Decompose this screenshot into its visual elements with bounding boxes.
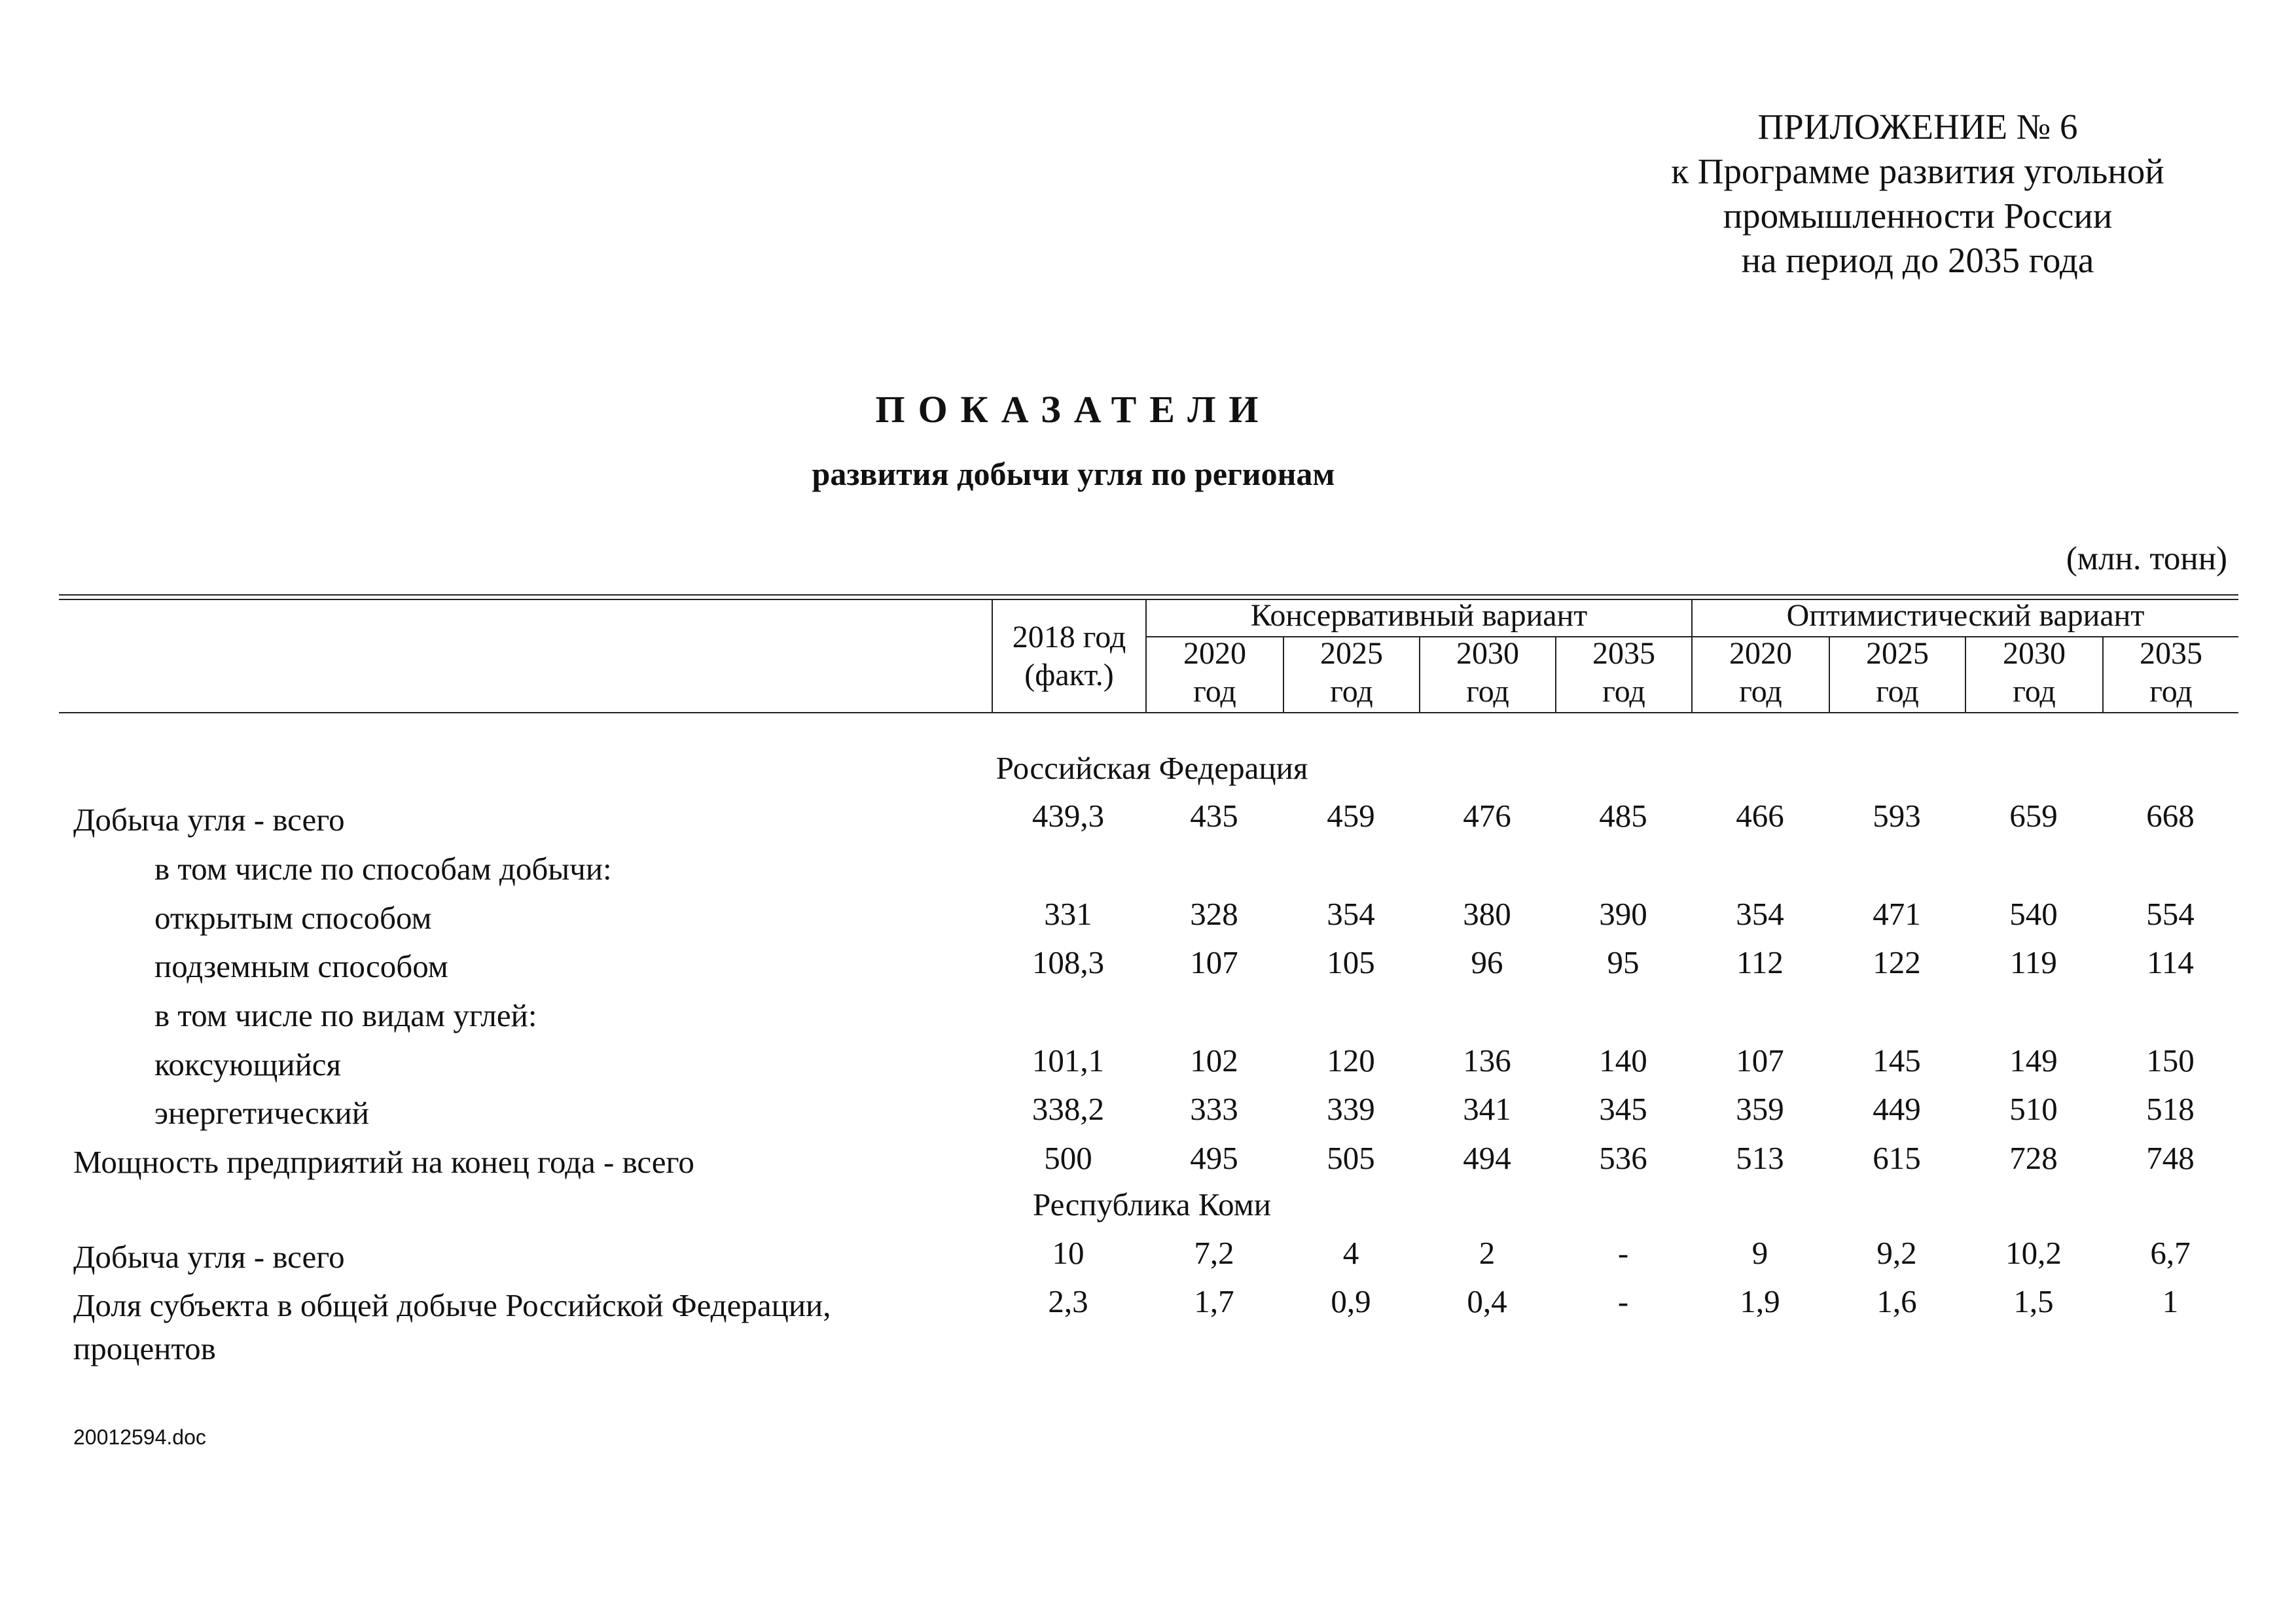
document-title: ПОКАЗАТЕЛИ — [875, 388, 1272, 431]
header-year-word: год — [2013, 674, 2056, 709]
annex-line-3: на период до 2035 года — [1741, 240, 2094, 280]
header-base-year — [993, 618, 1145, 694]
header-conservative: Консервативный вариант — [1250, 598, 1588, 633]
header-year-value: 2030 — [1456, 636, 1519, 671]
table-cell: 435 — [1190, 798, 1238, 834]
table-cell: 1,6 — [1876, 1283, 1917, 1319]
table-cell: 668 — [2146, 798, 2195, 834]
section-heading: Республика Коми — [1033, 1186, 1271, 1222]
table-cell: 471 — [1873, 896, 1921, 932]
table-cell: 728 — [2009, 1140, 2058, 1176]
header-year-word: год — [1739, 674, 1782, 709]
header-year-word: год — [2149, 674, 2193, 709]
row-label — [73, 798, 345, 842]
table-cell: 145 — [1873, 1043, 1921, 1079]
annex-line-1: к Программе развития угольной — [1671, 151, 2164, 191]
table-cell: 338,2 — [1031, 1091, 1105, 1127]
header-base-year-label: 2018 год — [1012, 620, 1126, 654]
table-cell: 149 — [2009, 1043, 2058, 1079]
table-cell: 354 — [1736, 896, 1784, 932]
document-subtitle: развития добычи угля по регионам — [812, 455, 1335, 492]
table-cell: 2 — [1479, 1235, 1496, 1271]
row-label — [154, 1043, 341, 1086]
table-cell: 518 — [2146, 1091, 2195, 1127]
table-cell: 105 — [1327, 944, 1375, 980]
table-cell: 593 — [1873, 798, 1921, 834]
table-cell: 510 — [2009, 1091, 2058, 1127]
table-cell: 1,7 — [1194, 1283, 1234, 1319]
table-cell: 6,7 — [2150, 1235, 2191, 1271]
row-label-text: Добыча угля - всего — [73, 802, 345, 838]
header-year-word: год — [1466, 674, 1509, 709]
table-cell: 500 — [1044, 1140, 1092, 1176]
unit-label: (млн. тонн) — [2066, 541, 2227, 577]
header-year-cell — [1966, 635, 2102, 711]
header-year-cell — [1420, 635, 1555, 711]
table-cell: 536 — [1599, 1140, 1647, 1176]
table-cell: 10 — [1052, 1235, 1085, 1271]
table-cell: 513 — [1736, 1140, 1784, 1176]
table-cell: 494 — [1463, 1140, 1511, 1176]
header-year-cell — [1147, 635, 1283, 711]
row-label-text: в том числе по видам углей: — [154, 997, 537, 1033]
header-bottom-rule — [59, 712, 2238, 713]
header-year-cell — [1284, 635, 1419, 711]
header-year-value: 2020 — [1729, 636, 1792, 671]
table-cell: 107 — [1190, 944, 1238, 980]
table-cell: 359 — [1736, 1091, 1784, 1127]
table-cell: 615 — [1873, 1140, 1921, 1176]
table-cell: 449 — [1873, 1091, 1921, 1127]
annex-title: ПРИЛОЖЕНИЕ № 6 — [1757, 107, 2078, 147]
table-cell: 1 — [2162, 1283, 2179, 1319]
header-year-value: 2035 — [2140, 636, 2202, 671]
row-label-text: открытым способом — [154, 900, 432, 936]
row-label — [154, 945, 448, 988]
table-cell: 2,3 — [1048, 1283, 1088, 1319]
table-cell: 96 — [1471, 944, 1503, 980]
table-cell: 0,4 — [1467, 1283, 1507, 1319]
header-year-value: 2025 — [1866, 636, 1929, 671]
table-cell: 380 — [1463, 896, 1511, 932]
header-year-value: 2030 — [2003, 636, 2066, 671]
table-cell: 476 — [1463, 798, 1511, 834]
row-label — [154, 994, 537, 1037]
table-cell: 339 — [1327, 1091, 1375, 1127]
table-cell: 108,3 — [1031, 944, 1105, 980]
header-year-word: год — [1602, 674, 1645, 709]
table-cell: 101,1 — [1031, 1043, 1105, 1079]
header-year-cell — [1556, 635, 1691, 711]
table-cell: 107 — [1736, 1043, 1784, 1079]
table-cell: 331 — [1044, 896, 1092, 932]
table-cell: 748 — [2146, 1140, 2195, 1176]
row-label-text: Мощность предприятий на конец года - всего — [73, 1144, 694, 1180]
table-cell: 345 — [1599, 1091, 1647, 1127]
document-title-wrap — [812, 387, 1335, 431]
row-label-text: подземным способом — [154, 948, 448, 984]
header-year-value: 2035 — [1592, 636, 1655, 671]
table-cell: 120 — [1327, 1043, 1375, 1079]
annex-line-2: промышленности России — [1723, 196, 2113, 236]
row-label — [73, 1236, 345, 1279]
header-optimistic: Оптимистический вариант — [1786, 598, 2145, 633]
table-cell: - — [1617, 1283, 1629, 1319]
section-heading: Российская Федерация — [996, 750, 1308, 786]
table-cell: 439,3 — [1031, 798, 1105, 834]
row-label — [73, 1141, 694, 1184]
header-year-word: год — [1330, 674, 1373, 709]
header-top-rule — [59, 594, 2238, 596]
table-cell: 554 — [2146, 896, 2195, 932]
header-base-year-note: (факт.) — [1024, 658, 1114, 692]
table-cell: 390 — [1599, 896, 1647, 932]
row-label-text-continued: процентов — [73, 1330, 216, 1366]
row-label-text: в том числе по способам добычи: — [154, 851, 612, 887]
table-cell: 459 — [1327, 798, 1375, 834]
row-label-text: энергетический — [154, 1095, 369, 1131]
table-cell: 140 — [1599, 1043, 1647, 1079]
table-cell: 495 — [1190, 1140, 1238, 1176]
header-year-cell — [1830, 635, 1965, 711]
row-label-text: коксующийся — [154, 1046, 342, 1082]
header-year-cell — [2104, 635, 2238, 711]
header-year-cell — [1693, 635, 1829, 711]
row-label — [73, 1284, 831, 1370]
table-cell: 95 — [1607, 944, 1640, 980]
table-cell: - — [1617, 1235, 1629, 1271]
row-label — [154, 847, 612, 891]
row-label — [154, 1092, 369, 1135]
table-cell: 114 — [2147, 944, 2194, 980]
table-cell: 136 — [1463, 1043, 1511, 1079]
table-cell: 0,9 — [1331, 1283, 1371, 1319]
table-cell: 1,9 — [1740, 1283, 1780, 1319]
table-cell: 119 — [2010, 944, 2057, 980]
document-number: 20012594.doc — [73, 1425, 206, 1449]
header-year-value: 2025 — [1320, 636, 1383, 671]
table-cell: 659 — [2009, 798, 2058, 834]
table-cell: 1,5 — [2013, 1283, 2054, 1319]
header-year-word: год — [1876, 674, 1919, 709]
table-cell: 4 — [1342, 1235, 1359, 1271]
table-cell: 112 — [1736, 944, 1784, 980]
table-cell: 150 — [2146, 1043, 2195, 1079]
table-cell: 328 — [1190, 896, 1238, 932]
table-cell: 7,2 — [1194, 1235, 1234, 1271]
table-cell: 505 — [1327, 1140, 1375, 1176]
row-label-text: Доля субъекта в общей добыче Российской Федерации, — [73, 1287, 831, 1323]
table-cell: 10,2 — [2005, 1235, 2062, 1271]
header-year-value: 2020 — [1183, 636, 1246, 671]
header-year-word: год — [1193, 674, 1236, 709]
row-label — [154, 897, 432, 940]
table-cell: 9,2 — [1876, 1235, 1917, 1271]
table-cell: 9 — [1751, 1235, 1768, 1271]
annex-block — [1623, 105, 2212, 283]
table-cell: 333 — [1190, 1091, 1238, 1127]
table-cell: 341 — [1463, 1091, 1511, 1127]
table-cell: 485 — [1599, 798, 1647, 834]
table-cell: 354 — [1327, 896, 1375, 932]
table-cell: 102 — [1190, 1043, 1238, 1079]
table-cell: 466 — [1736, 798, 1784, 834]
row-label-text: Добыча угля - всего — [73, 1239, 345, 1275]
table-cell: 122 — [1873, 944, 1921, 980]
table-cell: 540 — [2009, 896, 2058, 932]
